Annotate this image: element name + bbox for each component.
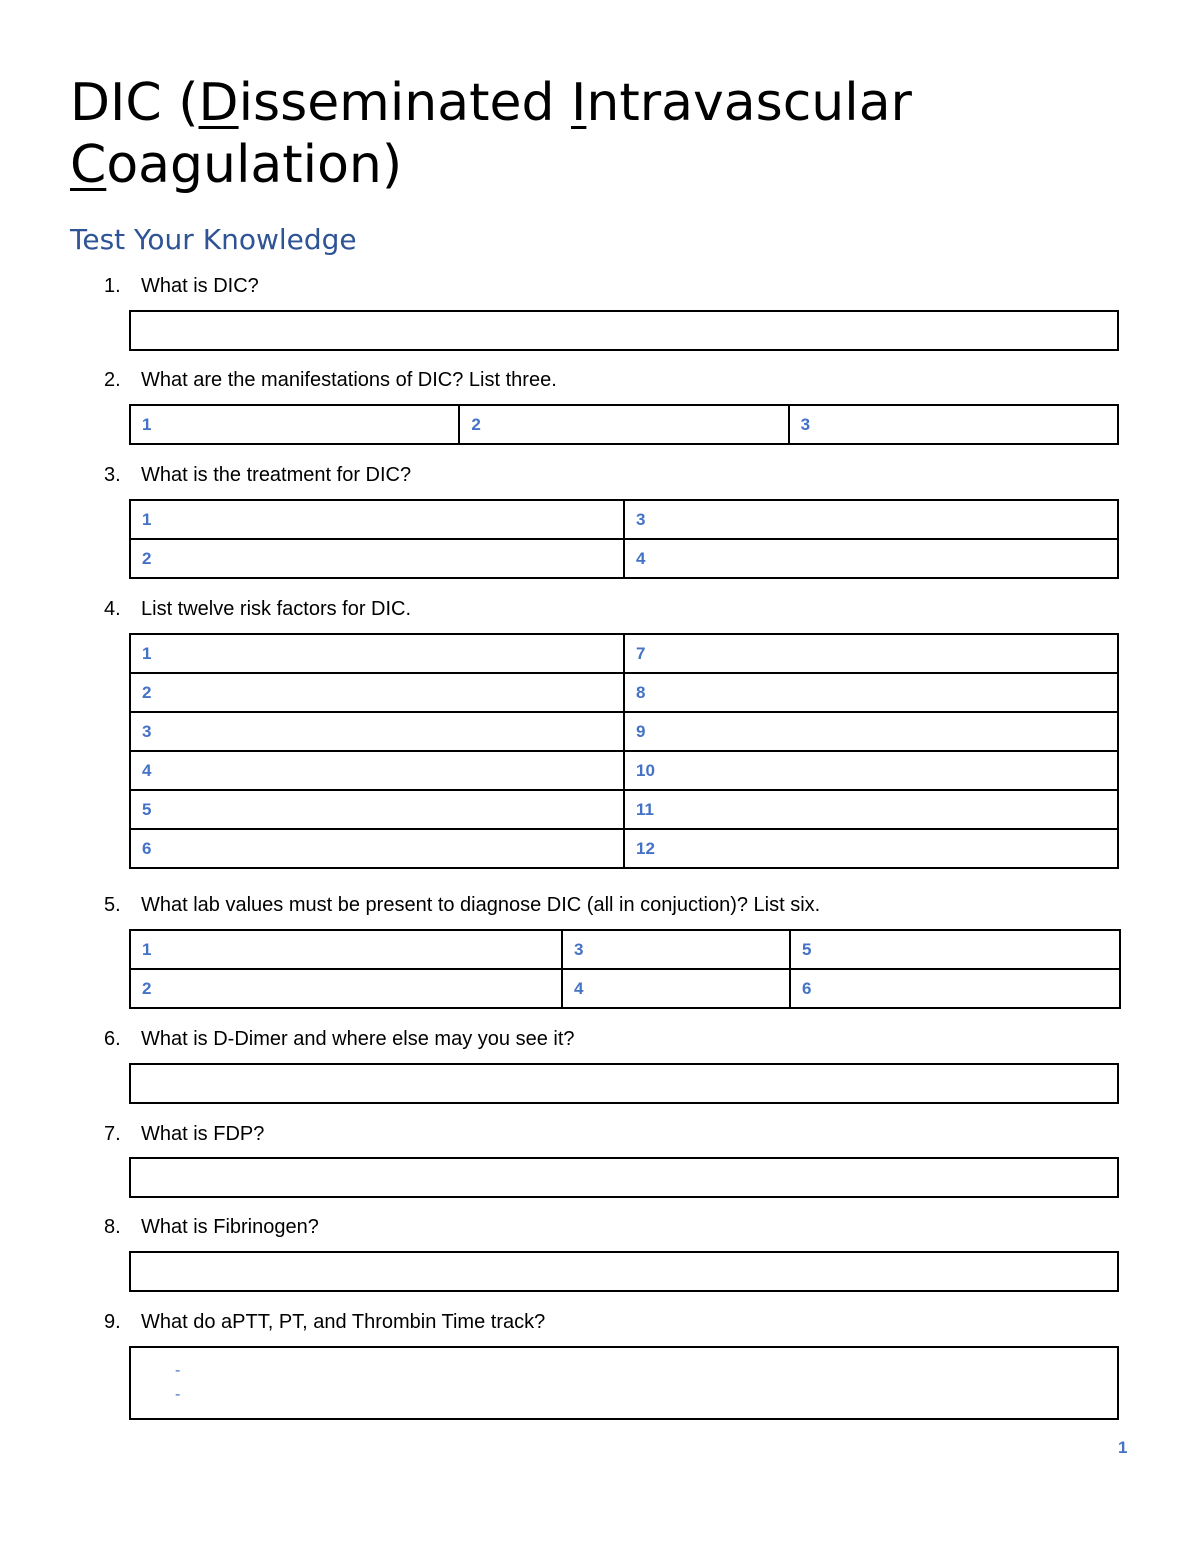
answer-cell[interactable]: 1 <box>130 930 562 969</box>
question-6: 6. What is D-Dimer and where else may you see it? <box>104 1028 575 1050</box>
answer-cell[interactable]: 4 <box>130 751 624 790</box>
answer-table-5 <box>129 929 1121 1009</box>
answer-cell[interactable]: 8 <box>624 673 1118 712</box>
answer-cell[interactable]: 4 <box>562 969 790 1008</box>
answer-field[interactable] <box>130 1252 1118 1291</box>
answer-box-8[interactable] <box>129 1251 1119 1292</box>
answer-cell[interactable]: 6 <box>790 969 1120 1008</box>
bullet-item: - <box>175 1362 181 1379</box>
question-4: 4. List twelve risk factors for DIC. <box>104 598 412 620</box>
question-7: 7. What is FDP? <box>104 1123 265 1145</box>
question-3: 3. What is the treatment for DIC? <box>104 464 412 486</box>
answer-cell[interactable]: 3 <box>789 405 1118 444</box>
answer-table-3 <box>129 499 1119 579</box>
answer-cell[interactable]: 3 <box>624 500 1118 539</box>
answer-box-6[interactable] <box>129 1063 1119 1104</box>
answer-cell[interactable]: 12 <box>624 829 1118 868</box>
answer-cell[interactable]: 6 <box>130 829 624 868</box>
answer-cell[interactable]: 5 <box>790 930 1120 969</box>
answer-box-1[interactable] <box>129 310 1119 351</box>
question-8: 8. What is Fibrinogen? <box>104 1216 319 1238</box>
answer-cell[interactable]: 11 <box>624 790 1118 829</box>
answer-field[interactable] <box>130 1158 1118 1197</box>
page-number: 1 <box>1118 1438 1128 1457</box>
answer-cell[interactable]: 10 <box>624 751 1118 790</box>
answer-field[interactable] <box>130 1064 1118 1103</box>
answer-box-7[interactable] <box>129 1157 1119 1198</box>
answer-cell[interactable]: 3 <box>562 930 790 969</box>
answer-cell[interactable]: 2 <box>130 969 562 1008</box>
question-2: 2. What are the manifestations of DIC? List three. <box>104 369 557 391</box>
answer-cell[interactable]: 3 <box>130 712 624 751</box>
question-9: 9. What do aPTT, PT, and Thrombin Time track? <box>104 1311 546 1333</box>
answer-table-4 <box>129 633 1119 869</box>
answer-field[interactable] <box>130 311 1118 350</box>
answer-box-9[interactable] <box>129 1346 1119 1420</box>
bullet-item: - <box>175 1386 181 1403</box>
answer-cell[interactable]: 4 <box>624 539 1118 578</box>
answer-cell[interactable]: 1 <box>130 405 459 444</box>
answer-cell[interactable]: 1 <box>130 500 624 539</box>
answer-cell[interactable]: 2 <box>459 405 788 444</box>
question-5: 5. What lab values must be present to diagnose DIC (all in conjuction)? List six. <box>104 894 821 916</box>
answer-cell[interactable]: 7 <box>624 634 1118 673</box>
answer-cell[interactable]: 9 <box>624 712 1118 751</box>
answer-cell[interactable]: 2 <box>130 673 624 712</box>
answer-cell[interactable]: 2 <box>130 539 624 578</box>
answer-cell[interactable]: 5 <box>130 790 624 829</box>
question-1: 1. What is DIC? <box>104 275 259 297</box>
section-heading: Test Your Knowledge <box>70 223 357 256</box>
answer-table-2 <box>129 404 1119 445</box>
answer-cell[interactable]: 1 <box>130 634 624 673</box>
document-title: DIC (Disseminated Intravascular Coagulation) <box>70 73 912 195</box>
